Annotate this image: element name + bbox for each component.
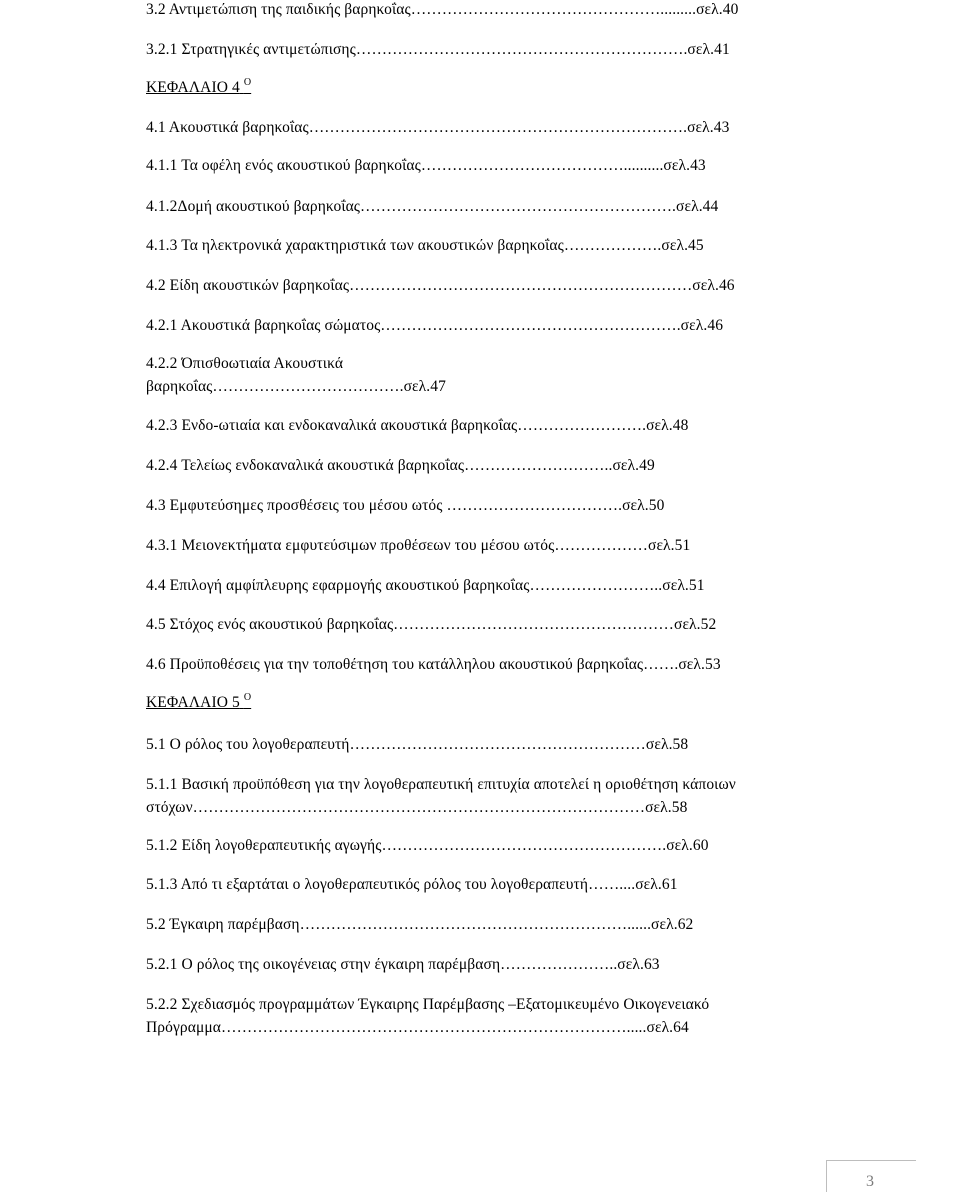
toc-entry: 3.2 Αντιμετώπιση της παιδικής βαρηκοΐας………………………………………….........σελ.40 (146, 1, 739, 18)
chapter-heading: ΚΕΦΑΛΑΙΟ 4 $^O$ (146, 77, 252, 96)
toc-entry: 4.2 Είδη ακουστικών βαρηκοΐας…………………………………………………………σελ.46 (146, 277, 735, 294)
toc-entry: 5.1 Ο ρόλος του λογοθεραπευτή…………………………………………………σελ.58 (146, 736, 689, 753)
toc-entry: στόχων……………………………………………………………………………σελ.58 (146, 799, 688, 816)
toc-entry: 5.2 Έγκαιρη παρέμβαση………………………………………………………......σελ.62 (146, 916, 694, 933)
toc-entry: 5.1.3 Από τι εξαρτάται ο λογοθεραπευτικός ρόλος του λογοθεραπευτή……....σελ.61 (146, 876, 678, 893)
toc-entry: 4.6 Προϋποθέσεις για την τοποθέτηση του κατάλληλου ακουστικού βαρηκοΐας…….σελ.53 (146, 656, 721, 673)
toc-entry: 4.2.3 Ενδο-ωτιαία και ενδοκαναλικά ακουστικά βαρηκοΐας…………………….σελ.48 (146, 417, 689, 434)
toc-entry: 4.2.2 Όπισθοωτιαία Ακουστικά (146, 355, 344, 372)
toc-entry: 4.1.3 Τα ηλεκτρονικά χαρακτηριστικά των ακουστικών βαρηκοΐας……………….σελ.45 (146, 237, 704, 254)
toc-entry: 4.5 Στόχος ενός ακουστικού βαρηκοΐας………………………………………………σελ.52 (146, 616, 717, 633)
toc-entry: 5.1.1 Βασική προϋπόθεση για την λογοθεραπευτική επιτυχία αποτελεί η οριοθέτηση κάποιων (146, 776, 736, 793)
chapter-heading: ΚΕΦΑΛΑΙΟ 5 $^O$ (146, 692, 252, 711)
toc-entry: 4.3 Εμφυτεύσημες προσθέσεις του μέσου ωτός …………………………….σελ.50 (146, 497, 665, 514)
toc-entry: 4.1.2Δομή ακουστικού βαρηκοΐας…………………………………………………….σελ.44 (146, 198, 719, 215)
toc-entry: Πρόγραμμα…………………………………………………………………….....σελ.64 (146, 1019, 689, 1036)
toc-entry: 5.2.2 Σχεδιασμός προγραμμάτων Έγκαιρης Παρέμβασης –Εξατομικευμένο Οικογενειακό (146, 996, 710, 1013)
toc-entry: 5.1.2 Είδη λογοθεραπευτικής αγωγής……………………………………………….σελ.60 (146, 837, 709, 854)
toc-entry: 4.2.1 Ακουστικά βαρηκοΐας σώματος………………………………………………….σελ.46 (146, 317, 724, 334)
toc-entry: 3.2.1 Στρατηγικές αντιμετώπισης……………………………………………………….σελ.41 (146, 41, 730, 58)
toc-entry: 4.4 Επιλογή αμφίπλευρης εφαρμογής ακουστικού βαρηκοΐας……………………..σελ.51 (146, 577, 705, 594)
toc-entry: βαρηκοΐας……………………………….σελ.47 (146, 378, 446, 395)
toc-entry: 5.2.1 Ο ρόλος της οικογένειας στην έγκαιρη παρέμβαση…………………..σελ.63 (146, 956, 660, 973)
toc-entry: 4.3.1 Μειονεκτήματα εμφυτεύσιμων προθέσεων του μέσου ωτός………………σελ.51 (146, 537, 691, 554)
toc-entry: 4.2.4 Τελείως ενδοκαναλικά ακουστικά βαρηκοΐας………………………..σελ.49 (146, 457, 655, 474)
page-number: 3 (866, 1173, 874, 1190)
toc-entry: 4.1.1 Τα οφέλη ενός ακουστικού βαρηκοΐας…………………………………..........σελ.43 (146, 157, 706, 174)
toc-entry: 4.1 Ακουστικά βαρηκοΐας……………………………………………………………….σελ.43 (146, 119, 730, 136)
